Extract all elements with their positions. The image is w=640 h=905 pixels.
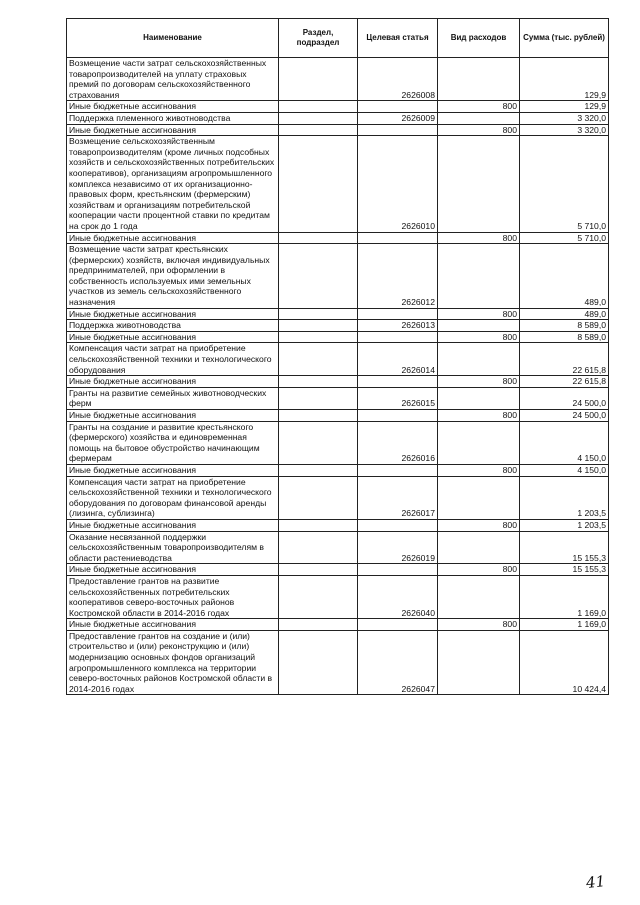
cell-cel: 2626008: [358, 58, 438, 101]
cell-sum: 5 710,0: [520, 136, 609, 232]
cell-vid: [438, 630, 520, 695]
table-row: [67, 387, 609, 409]
cell-cel: [358, 124, 438, 136]
table-row: [67, 308, 609, 320]
cell-sum: 3 320,0: [520, 112, 609, 124]
table-body: [67, 58, 609, 695]
cell-razdel: [279, 575, 358, 618]
cell-sum: 8 589,0: [520, 320, 609, 332]
cell-razdel: [279, 244, 358, 309]
cell-cel: [358, 376, 438, 388]
cell-cel: [358, 232, 438, 244]
cell-cel: [358, 619, 438, 631]
cell-sum: 1 203,5: [520, 476, 609, 519]
table-row: [67, 531, 609, 564]
cell-vid: 800: [438, 124, 520, 136]
cell-sum: 3 320,0: [520, 124, 609, 136]
cell-razdel: [279, 58, 358, 101]
cell-razdel: [279, 112, 358, 124]
cell-cel: 2626009: [358, 112, 438, 124]
cell-vid: [438, 531, 520, 564]
table-row: [67, 421, 609, 464]
table-row: [67, 232, 609, 244]
cell-cel: [358, 331, 438, 343]
cell-name: Возмещение сельскохозяйственным товаропроизводителям (кроме личных подсобных хозяйств и сельскохозяйственных потребительских кооперативов), организациям агропромышленного комплекса независимо от их организационно-правовых форм, крестьянским (фермерским) хозяйствам и организациям потребительской кооперации части процентной ставки по кредитам на срок до 1 года: [67, 136, 279, 232]
cell-razdel: [279, 531, 358, 564]
cell-sum: 8 589,0: [520, 331, 609, 343]
cell-vid: 800: [438, 232, 520, 244]
table-header-row: [67, 19, 609, 58]
cell-cel: [358, 410, 438, 422]
cell-razdel: [279, 476, 358, 519]
table-row: [67, 58, 609, 101]
cell-sum: 15 155,3: [520, 564, 609, 576]
cell-vid: [438, 112, 520, 124]
cell-razdel: [279, 136, 358, 232]
cell-razdel: [279, 376, 358, 388]
table-row: [67, 124, 609, 136]
cell-cel: [358, 101, 438, 113]
cell-cel: 2626014: [358, 343, 438, 376]
cell-vid: [438, 387, 520, 409]
table-row: [67, 575, 609, 618]
header-name: Наименование: [67, 19, 279, 58]
cell-razdel: [279, 519, 358, 531]
cell-vid: 800: [438, 619, 520, 631]
table-row: [67, 112, 609, 124]
cell-razdel: [279, 320, 358, 332]
cell-razdel: [279, 232, 358, 244]
cell-cel: 2626012: [358, 244, 438, 309]
cell-name: Компенсация части затрат на приобретение сельскохозяйственной техники и технологического оборудования: [67, 343, 279, 376]
cell-vid: [438, 343, 520, 376]
table-row: [67, 343, 609, 376]
cell-razdel: [279, 619, 358, 631]
table-row: [67, 519, 609, 531]
table-row: [67, 331, 609, 343]
cell-sum: 1 169,0: [520, 575, 609, 618]
cell-cel: [358, 564, 438, 576]
header-celevaya: Целевая статья: [358, 19, 438, 58]
cell-cel: 2626015: [358, 387, 438, 409]
cell-sum: 15 155,3: [520, 531, 609, 564]
cell-cel: 2626019: [358, 531, 438, 564]
table-row: [67, 410, 609, 422]
cell-sum: 129,9: [520, 58, 609, 101]
cell-name: Иные бюджетные ассигнования: [67, 410, 279, 422]
cell-cel: [358, 308, 438, 320]
page-number: 41: [585, 872, 606, 892]
cell-vid: [438, 58, 520, 101]
cell-vid: [438, 320, 520, 332]
cell-vid: [438, 476, 520, 519]
table-row: [67, 630, 609, 695]
cell-vid: 800: [438, 331, 520, 343]
cell-sum: 4 150,0: [520, 421, 609, 464]
cell-razdel: [279, 410, 358, 422]
cell-name: Гранты на создание и развитие крестьянского (фермерского) хозяйства и единовременная помощь на бытовое обустройство начинающим фермерам: [67, 421, 279, 464]
cell-vid: [438, 575, 520, 618]
cell-sum: 4 150,0: [520, 464, 609, 476]
cell-razdel: [279, 564, 358, 576]
cell-razdel: [279, 421, 358, 464]
cell-cel: 2626013: [358, 320, 438, 332]
cell-name: Иные бюджетные ассигнования: [67, 331, 279, 343]
cell-vid: 800: [438, 464, 520, 476]
cell-cel: [358, 519, 438, 531]
cell-sum: 489,0: [520, 308, 609, 320]
cell-cel: 2626047: [358, 630, 438, 695]
budget-table: [66, 18, 609, 695]
cell-cel: 2626016: [358, 421, 438, 464]
cell-sum: 22 615,8: [520, 376, 609, 388]
cell-name: Иные бюджетные ассигнования: [67, 376, 279, 388]
table-row: [67, 476, 609, 519]
cell-sum: 24 500,0: [520, 410, 609, 422]
cell-name: Предоставление грантов на развитие сельскохозяйственных потребительских кооперативов северо-восточных районов Костромской области в 2014-2016 годах: [67, 575, 279, 618]
cell-sum: 24 500,0: [520, 387, 609, 409]
cell-name: Иные бюджетные ассигнования: [67, 564, 279, 576]
cell-sum: 10 424,4: [520, 630, 609, 695]
cell-razdel: [279, 124, 358, 136]
cell-sum: 22 615,8: [520, 343, 609, 376]
table-row: [67, 320, 609, 332]
cell-name: Иные бюджетные ассигнования: [67, 619, 279, 631]
cell-vid: 800: [438, 519, 520, 531]
header-summa: Сумма (тыс. рублей): [520, 19, 609, 58]
cell-sum: 5 710,0: [520, 232, 609, 244]
table-row: [67, 136, 609, 232]
cell-name: Поддержка животноводства: [67, 320, 279, 332]
cell-cel: 2626017: [358, 476, 438, 519]
cell-razdel: [279, 387, 358, 409]
cell-cel: [358, 464, 438, 476]
cell-name: Иные бюджетные ассигнования: [67, 464, 279, 476]
cell-razdel: [279, 630, 358, 695]
table-row: [67, 376, 609, 388]
cell-razdel: [279, 343, 358, 376]
cell-vid: [438, 244, 520, 309]
table-row: [67, 244, 609, 309]
cell-sum: 1 203,5: [520, 519, 609, 531]
cell-name: Поддержка племенного животноводства: [67, 112, 279, 124]
cell-razdel: [279, 308, 358, 320]
cell-name: Иные бюджетные ассигнования: [67, 308, 279, 320]
cell-vid: 800: [438, 564, 520, 576]
cell-sum: 489,0: [520, 244, 609, 309]
cell-name: Возмещение части затрат сельскохозяйственных товаропроизводителей на уплату страховых премий по договорам сельскохозяйственного страхования: [67, 58, 279, 101]
cell-name: Компенсация части затрат на приобретение сельскохозяйственной техники и технологического оборудования по договорам финансовой аренды (лизинга, сублизинга): [67, 476, 279, 519]
cell-name: Иные бюджетные ассигнования: [67, 519, 279, 531]
cell-name: Возмещение части затрат крестьянских (фермерских) хозяйств, включая индивидуальных предпринимателей, при оформлении в собственность используемых ими земельных участков из земель сельскохозяйственного назначения: [67, 244, 279, 309]
cell-cel: 2626010: [358, 136, 438, 232]
cell-razdel: [279, 101, 358, 113]
cell-vid: [438, 136, 520, 232]
cell-sum: 1 169,0: [520, 619, 609, 631]
table-row: [67, 101, 609, 113]
header-razdel: Раздел, подраздел: [279, 19, 358, 58]
cell-name: Предоставление грантов на создание и (или) строительство и (или) реконструкцию и (или) модернизацию основных фондов организаций агропромышленного комплекса на территории северо-восточных районов Костромской области в 2014-2016 годах: [67, 630, 279, 695]
cell-name: Гранты на развитие семейных животноводческих ферм: [67, 387, 279, 409]
cell-name: Иные бюджетные ассигнования: [67, 232, 279, 244]
cell-sum: 129,9: [520, 101, 609, 113]
cell-vid: 800: [438, 410, 520, 422]
table-row: [67, 464, 609, 476]
cell-razdel: [279, 464, 358, 476]
cell-name: Оказание несвязанной поддержки сельскохозяйственным товаропроизводителям в области растениеводства: [67, 531, 279, 564]
cell-name: Иные бюджетные ассигнования: [67, 124, 279, 136]
cell-name: Иные бюджетные ассигнования: [67, 101, 279, 113]
cell-cel: 2626040: [358, 575, 438, 618]
table-row: [67, 619, 609, 631]
cell-vid: [438, 421, 520, 464]
cell-vid: 800: [438, 101, 520, 113]
table-row: [67, 564, 609, 576]
cell-razdel: [279, 331, 358, 343]
cell-vid: 800: [438, 376, 520, 388]
cell-vid: 800: [438, 308, 520, 320]
header-vid: Вид расходов: [438, 19, 520, 58]
